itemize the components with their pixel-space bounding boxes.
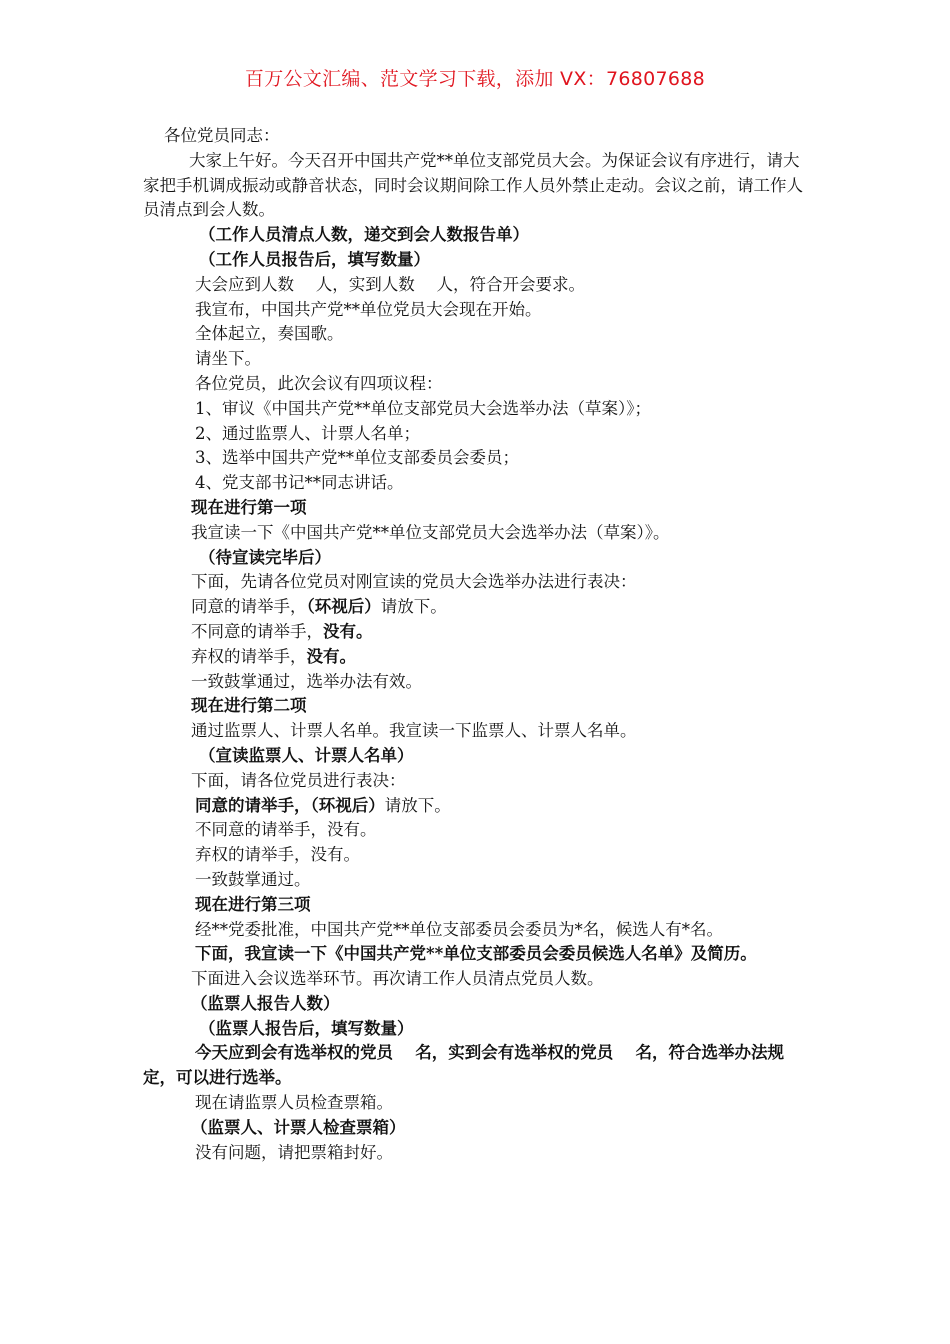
section-heading: 现在进行第二项	[191, 696, 307, 716]
text-line: 我宣布，中国共产党**单位党员大会现在开始。	[195, 299, 542, 319]
agenda-item: 1、审议《中国共产党**单位支部党员大会选举办法（草案）》；	[195, 398, 651, 418]
text-line: 同意的请举手，（环视后）请放下。	[195, 795, 451, 815]
stage-direction: （监票人、计票人检查票箱）	[191, 1117, 406, 1137]
text-line: 各位党员，此次会议有四项议程：	[195, 373, 443, 393]
opening-paragraph: 大家上午好。今天召开中国共产党**单位支部党员大会。为保证会议有序进行，请大家把手机调成振动或静音状态，同时会议期间除工作人员外禁止走动。会议之前，请工作人员清点到会人数。	[143, 150, 803, 220]
document-body	[143, 124, 808, 1165]
text-line: 我宣读一下《中国共产党**单位支部党员大会选举办法（草案）》。	[191, 522, 670, 542]
stage-direction: （待宣读完毕后）	[199, 547, 331, 567]
text-line: 弃权的请举手，没有。	[191, 646, 356, 666]
bold-paragraph: 下面，我宣读一下《中国共产党**单位支部委员会委员候选人名单》及简历。	[195, 944, 757, 964]
text-line: 下面进入会议选举环节。再次请工作人员清点党员人数。	[191, 969, 604, 989]
text-line: 一致鼓掌通过，选举办法有效。	[191, 671, 422, 691]
text-line: 大会应到人数 人，实到人数 人，符合开会要求。	[195, 274, 585, 294]
text-line: 一致鼓掌通过。	[195, 869, 311, 889]
stage-direction: （监票人报告人数）	[191, 993, 340, 1013]
agenda-item: 4、党支部书记**同志讲话。	[195, 473, 404, 493]
text-line: 没有问题，请把票箱封好。	[195, 1142, 393, 1162]
text-line: 现在请监票人员检查票箱。	[195, 1093, 393, 1113]
bold-paragraph: 今天应到会有选举权的党员 名，实到会有选举权的党员 名，符合选举办法规定，可以进行选举。	[143, 1043, 784, 1088]
text-line: 下面，先请各位党员对刚宣读的党员大会选举办法进行表决：	[191, 572, 637, 592]
text-line: 请坐下。	[195, 349, 261, 369]
stage-direction: （监票人报告后，填写数量）	[199, 1018, 414, 1038]
agenda-item: 3、选举中国共产党**单位支部委员会委员；	[195, 448, 519, 468]
section-heading: 现在进行第一项	[191, 497, 307, 517]
text-line: 弃权的请举手，没有。	[195, 845, 360, 865]
salutation: 各位党员同志：	[164, 126, 280, 145]
text-line: 下面，请各位党员进行表决：	[191, 770, 406, 790]
section-heading: 现在进行第三项	[195, 894, 311, 914]
text-line: 通过监票人、计票人名单。我宣读一下监票人、计票人名单。	[191, 721, 637, 741]
text-line: 同意的请举手，（环视后）请放下。	[191, 597, 447, 617]
stage-direction: （工作人员报告后，填写数量）	[199, 249, 430, 269]
text-line: 不同意的请举手，没有。	[191, 621, 373, 641]
stage-direction: （宣读监票人、计票人名单）	[199, 745, 414, 765]
agenda-item: 2、通过监票人、计票人名单；	[195, 423, 420, 443]
stage-direction: （工作人员清点人数，递交到会人数报告单）	[199, 225, 529, 245]
watermark-header: 百万公文汇编、范文学习下载，添加 VX：76807688	[244, 68, 706, 90]
text-line: 不同意的请举手，没有。	[195, 820, 377, 840]
text-line: 全体起立，奏国歌。	[195, 324, 344, 344]
text-line: 经**党委批准，中国共产党**单位支部委员会委员为*名，候选人有*名。	[195, 919, 723, 939]
